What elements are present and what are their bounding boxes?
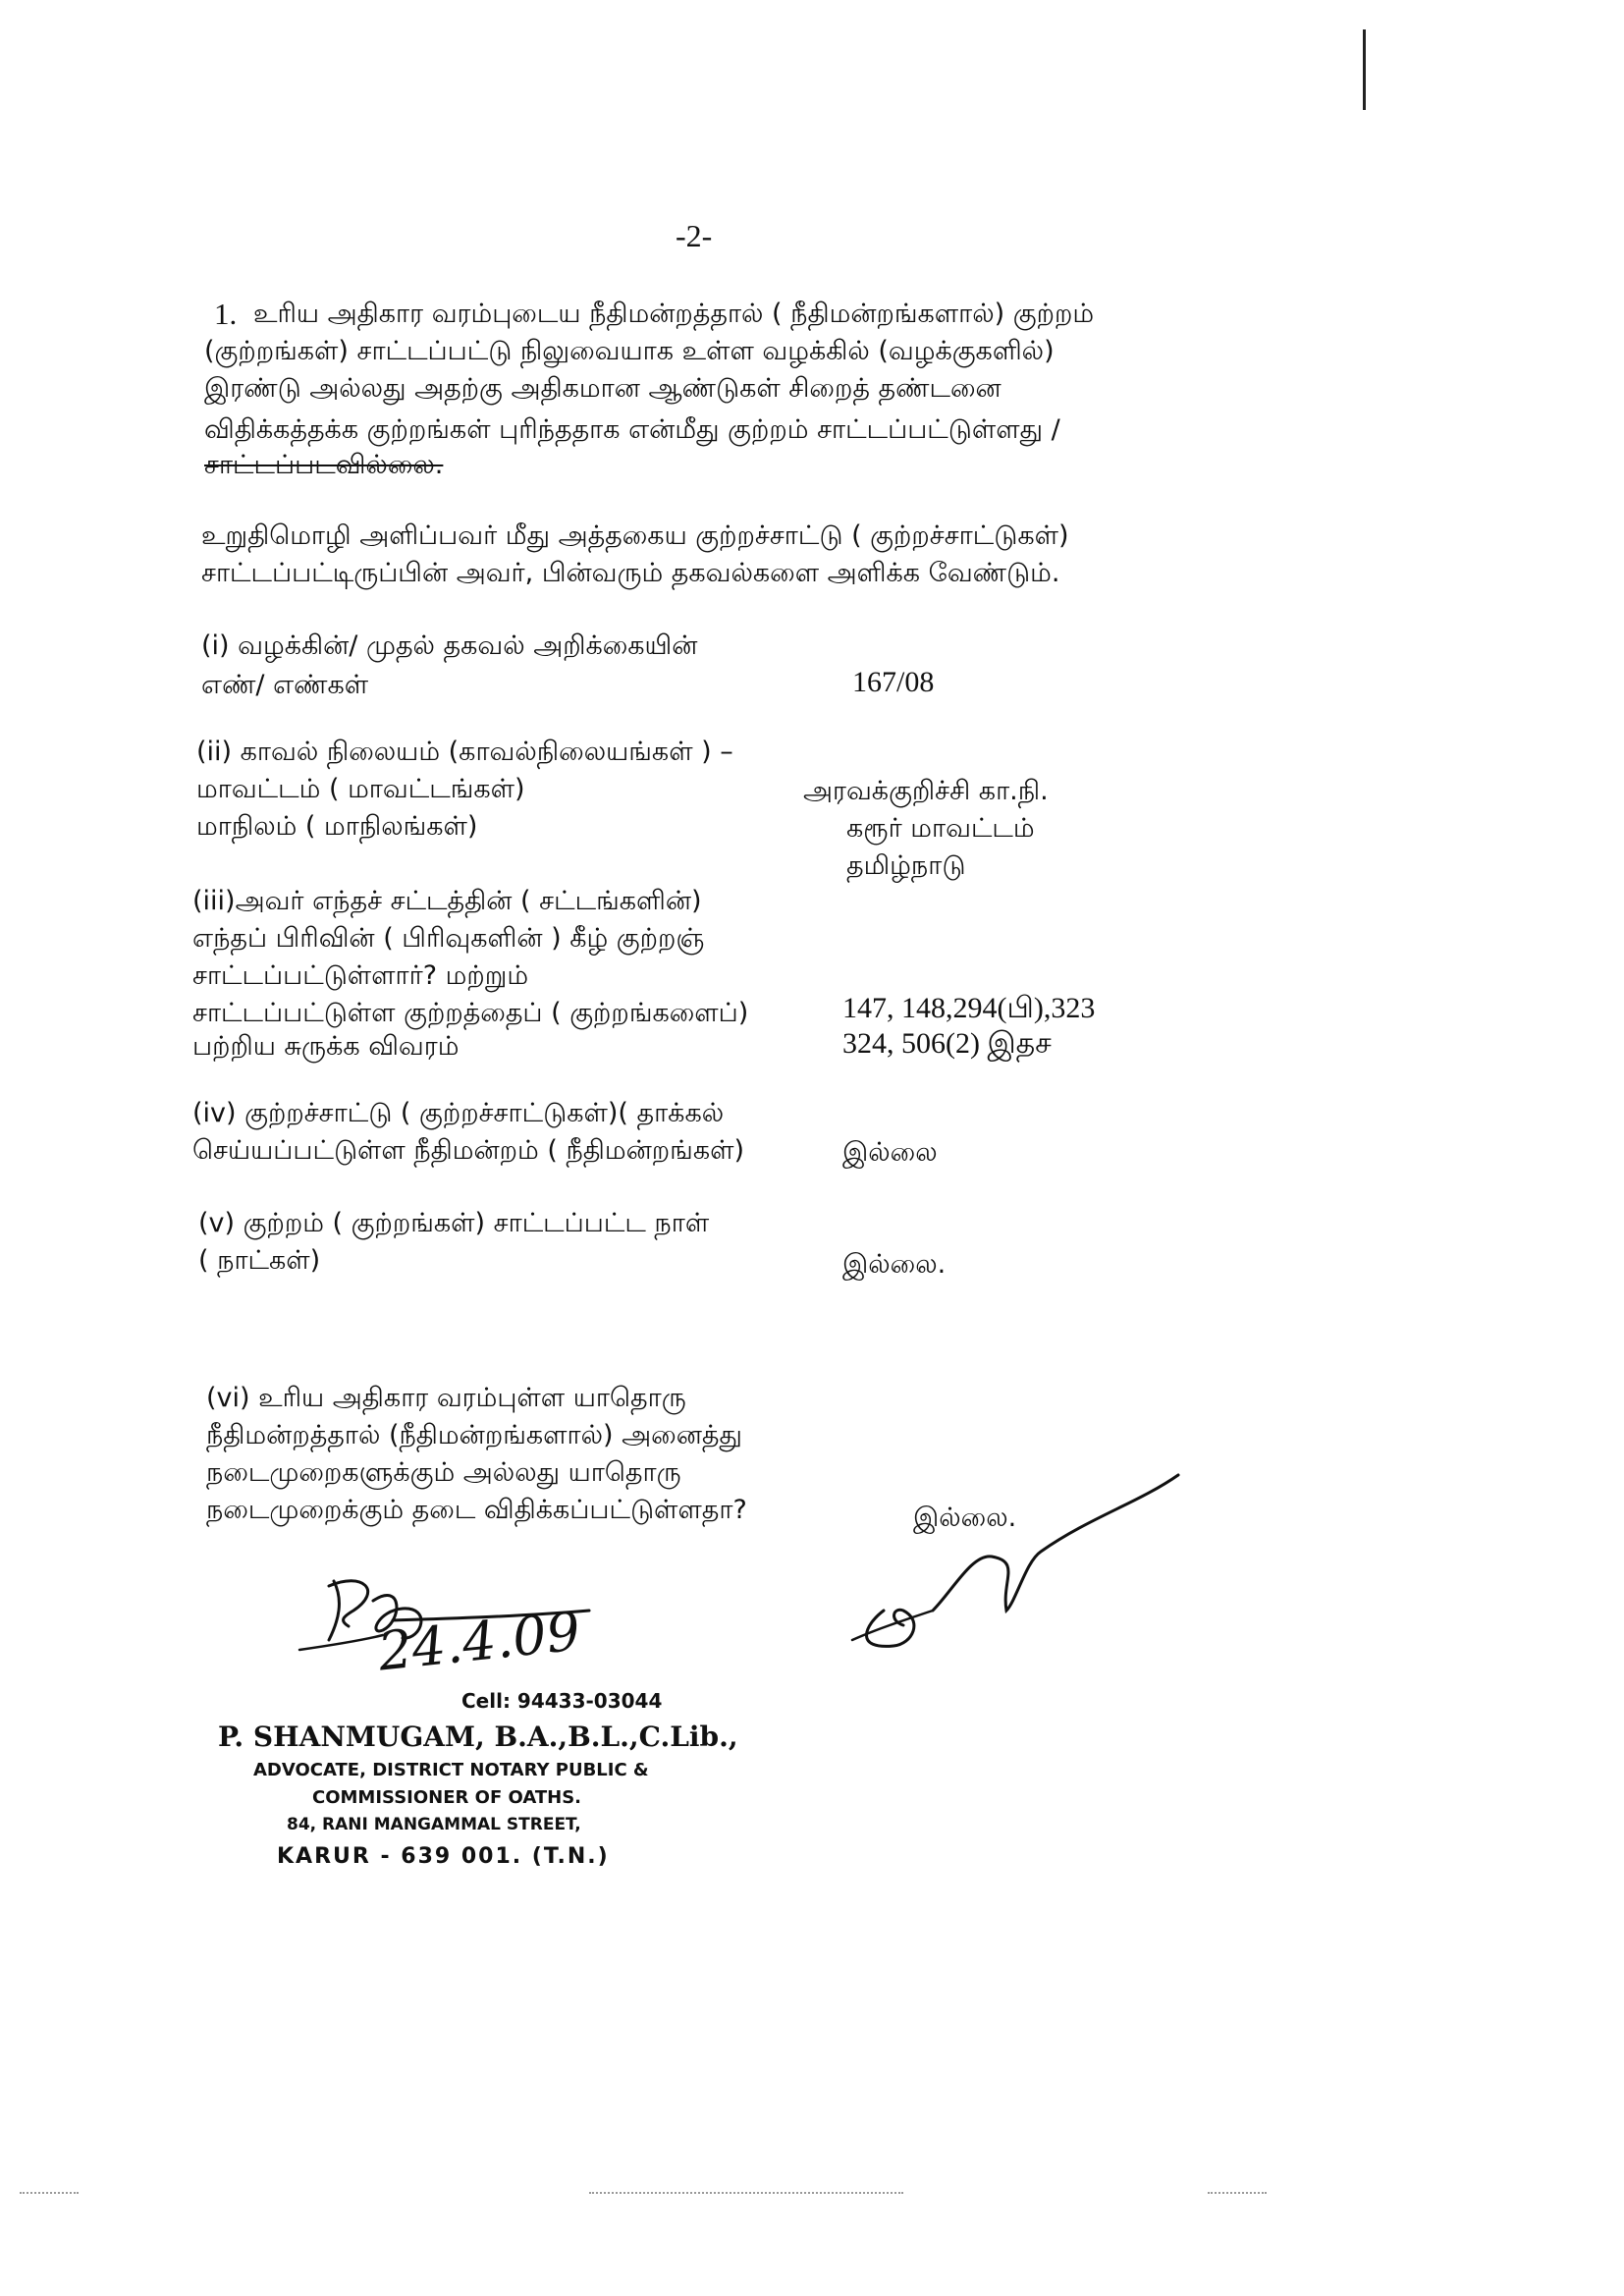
stamp-line: COMMISSIONER OF OATHS. (312, 1787, 581, 1808)
item-label: (iv) குற்றச்சாட்டு ( குற்றச்சாட்டுகள்)( தாக்கல் (192, 1098, 725, 1128)
item-value: தமிழ்நாடு (846, 850, 966, 881)
item-label: சாட்டப்பட்டுள்ள குற்றத்தைப் ( குற்றங்களைப்) (192, 998, 749, 1028)
item-label: எண்/ எண்கள் (201, 670, 369, 700)
item-label: மாநிலம் ( மாநிலங்கள்) (196, 811, 478, 842)
declaration-struck-line: சாட்டப்படவில்லை. (204, 450, 444, 480)
stamp-line: 84, RANI MANGAMMAL STREET, (287, 1815, 581, 1834)
item-value: இல்லை. (842, 1249, 947, 1280)
item-label: நடைமுறைக்கும் தடை விதிக்கப்பட்டுள்ளதா? (206, 1495, 747, 1525)
item-label: மாவட்டம் ( மாவட்டங்கள்) (196, 774, 525, 804)
declaration-line: இரண்டு அல்லது அதற்கு அதிகமான ஆண்டுகள் சிறைத் தண்டனை (204, 373, 1001, 404)
item-value: 147, 148,294(பி),323 (842, 992, 1096, 1024)
item-label: (v) குற்றம் ( குற்றங்கள்) சாட்டப்பட்ட நாள் (198, 1208, 710, 1238)
item-label: எந்தப் பிரிவின் ( பிரிவுகளின் ) கீழ் குற்றஞ் (192, 923, 705, 954)
stamp-line: ADVOCATE, DISTRICT NOTARY PUBLIC & (253, 1760, 649, 1780)
item-value: இல்லை. (913, 1503, 1017, 1533)
scan-edge-mark (1363, 29, 1366, 110)
item-label: (vi) உரிய அதிகார வரம்புள்ள யாதொரு (206, 1383, 686, 1413)
item-label: (i) வழக்கின்/ முதல் தகவல் அறிக்கையின் (201, 630, 698, 661)
item-label: நடைமுறைகளுக்கும் அல்லது யாதொரு (206, 1457, 681, 1488)
item-value: இல்லை (842, 1137, 938, 1168)
notary-signature-date: 24.4.09 (375, 1600, 583, 1683)
item-value: அரவக்குறிச்சி கா.நி. (803, 776, 1049, 806)
deponent-signature (844, 1463, 1198, 1660)
item-value: கரூர் மாவட்டம் (846, 813, 1035, 844)
stamp-cell: Cell: 94433-03044 (461, 1689, 663, 1713)
declaration-line: (குற்றங்கள்) சாட்டப்பட்டு நிலுவையாக உள்ள வழக்கில் (வழக்குகளில்) (204, 336, 1055, 366)
item-value: 167/08 (852, 666, 935, 698)
declaration-number: 1. (214, 297, 238, 331)
scan-noise (20, 2192, 79, 2194)
instruction-line: சாட்டப்பட்டிருப்பின் அவர், பின்வரும் தகவல்களை அளிக்க வேண்டும். (201, 558, 1060, 588)
item-label: ( நாட்கள்) (198, 1245, 321, 1276)
item-label: செய்யப்பட்டுள்ள நீதிமன்றம் ( நீதிமன்றங்கள்) (192, 1135, 745, 1166)
item-label: நீதிமன்றத்தால் (நீதிமன்றங்களால்) அனைத்து (206, 1420, 742, 1450)
item-value: 324, 506(2) இதச (842, 1027, 1052, 1060)
scan-noise (1208, 2192, 1267, 2194)
page-number: -2- (676, 218, 713, 253)
declaration-line: விதிக்கத்தக்க குற்றங்கள் புரிந்ததாக என்மீது குற்றம் சாட்டப்பட்டுள்ளது / (204, 414, 1060, 445)
instruction-line: உறுதிமொழி அளிப்பவர் மீது அத்தகைய குற்றச்சாட்டு ( குற்றச்சாட்டுகள்) (201, 520, 1069, 551)
scan-noise (589, 2192, 903, 2194)
item-label: பற்றிய சுருக்க விவரம் (192, 1031, 460, 1062)
item-label: (iii)அவர் எந்தச் சட்டத்தின் ( சட்டங்களின்) (192, 886, 702, 916)
item-label: (ii) காவல் நிலையம் (காவல்நிலையங்கள் ) – (196, 737, 733, 767)
stamp-name: P. SHANMUGAM, B.A.,B.L.,C.Lib., (218, 1721, 738, 1753)
item-label: சாட்டப்பட்டுள்ளார்? மற்றும் (192, 960, 529, 991)
declaration-line: உரிய அதிகார வரம்புடைய நீதிமன்றத்தால் ( நீதிமன்றங்களால்) குற்றம் (253, 299, 1095, 329)
stamp-line: KARUR - 639 001. (T.N.) (277, 1844, 610, 1869)
